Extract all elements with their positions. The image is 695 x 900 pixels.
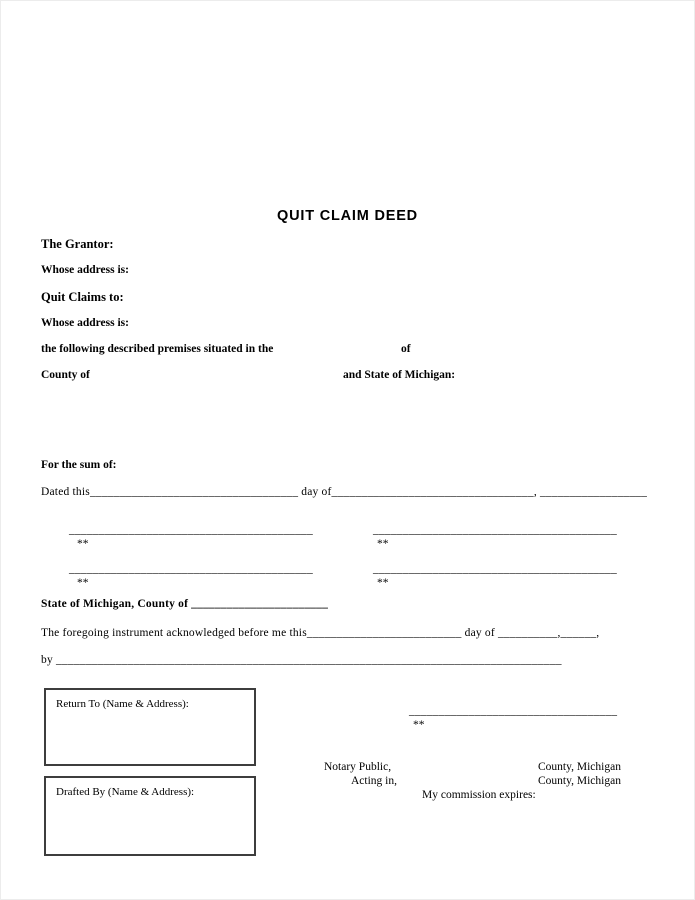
drafted-by-box: [44, 776, 256, 856]
signature-line-2-right: _________________________________________: [373, 563, 617, 575]
signature-marker-2-left: **: [77, 577, 89, 589]
signature-line-1-right: _________________________________________: [373, 524, 617, 536]
county-michigan-1: County, Michigan: [538, 761, 621, 773]
signature-marker-1-left: **: [77, 538, 89, 550]
state-of-michigan-label: and State of Michigan:: [343, 369, 456, 381]
sum-label: For the sum of:: [41, 459, 117, 471]
drafted-by-label: Drafted By (Name & Address):: [56, 786, 195, 798]
signature-marker-2-right: **: [377, 577, 389, 589]
return-to-box: [44, 688, 256, 766]
county-of-label: County of: [41, 369, 90, 381]
acknowledged-line: The foregoing instrument acknowledged before me this__________________________ day of __________,______,: [41, 627, 600, 639]
quit-claims-to-label: Quit Claims to:: [41, 290, 124, 304]
county-michigan-2: County, Michigan: [538, 775, 621, 787]
signature-marker-1-right: **: [377, 538, 389, 550]
grantor-address-label: Whose address is:: [41, 264, 129, 276]
notary-signature-line: ___________________________________: [409, 705, 618, 717]
signature-line-1-left: _________________________________________: [69, 524, 313, 536]
return-to-label: Return To (Name & Address):: [56, 698, 189, 710]
commission-expires-label: My commission expires:: [422, 789, 536, 801]
grantor-label: The Grantor:: [41, 237, 114, 251]
signature-line-2-left: _________________________________________: [69, 563, 313, 575]
dated-line: Dated this___________________________________ day of__________________________________, __________________: [41, 486, 648, 498]
notary-public-label: Notary Public,: [324, 761, 392, 773]
acting-in-label: Acting in,: [351, 775, 397, 787]
state-county-line: State of Michigan, County of _______________________: [41, 598, 329, 610]
notary-signature-marker: **: [413, 719, 425, 731]
by-line: by _____________________________________________________________________________________: [41, 654, 562, 666]
premises-of-text: of: [401, 343, 411, 355]
document-title: QUIT CLAIM DEED: [277, 208, 418, 224]
premises-text: the following described premises situated in the: [41, 343, 274, 355]
grantee-address-label: Whose address is:: [41, 317, 129, 329]
